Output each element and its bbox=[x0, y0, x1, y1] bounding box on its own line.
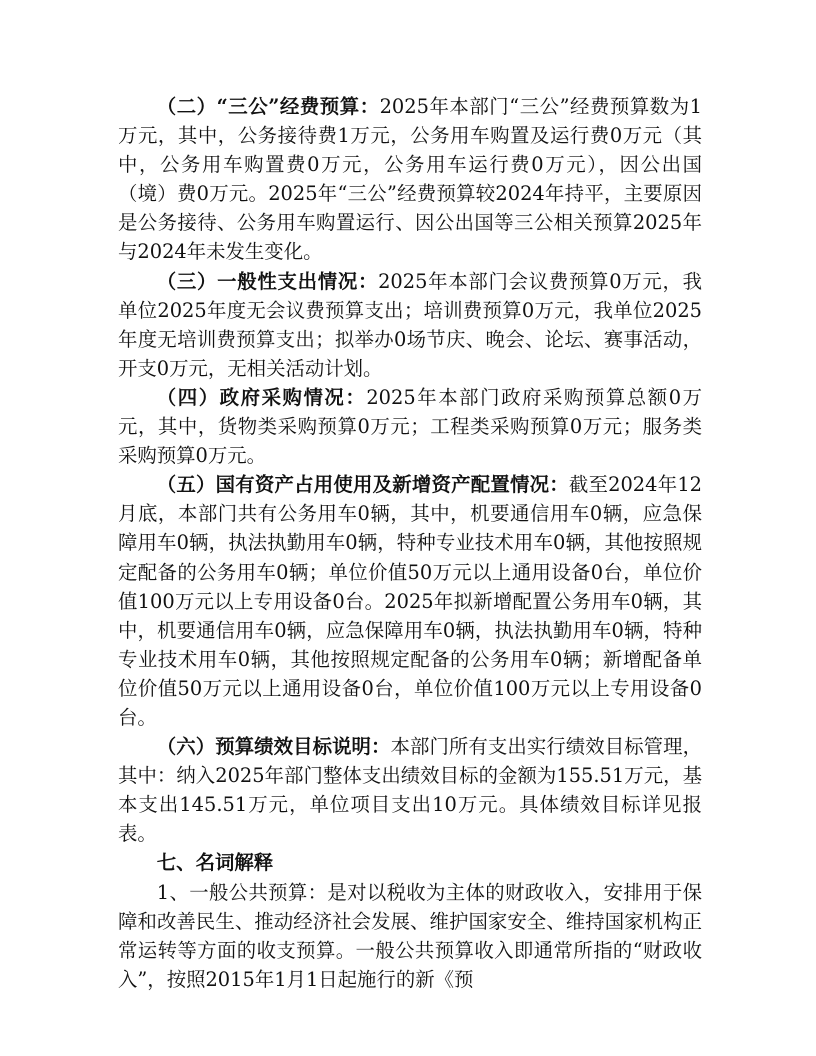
paragraph-general-expenditure bbox=[118, 267, 702, 383]
paragraph-procurement bbox=[118, 383, 702, 470]
paragraph-san-gong-budget bbox=[118, 92, 702, 267]
paragraph-definition-general-budget: 1、一般公共预算：是对以税收为主体的财政收入，安排用于保障和改善民生、推动经济社会发展、维护国家安全、维持国家机构正常运转等方面的收支预算。一般公共预算收入即通常所指的“财政收入”，按照2015年1月1日起施行的新《预 bbox=[118, 880, 702, 991]
paragraph-heading: （三）一般性支出情况： bbox=[156, 269, 379, 293]
document-page bbox=[118, 92, 702, 994]
paragraph-body: 截至2024年12月底，本部门共有公务用车0辆，其中，机要通信用车0辆，应急保障用车0辆，执法执勤用车0辆，特种专业技术用车0辆，其他按照规定配备的公务用车0辆；单位价值50万元以上通用设备0台，单位价值100万元以上专用设备0台。2025年拟新增配置公务用车0辆，其中，机要通信用车0辆，应急保障用车0辆，执法执勤用车0辆，特种专业技术用车0辆，其他按照规定配备的公务用车0辆；新增配备单位价值50万元以上通用设备0台，单位价值100万元以上专用设备0台。 bbox=[118, 473, 702, 729]
paragraph-heading: （二）“三公”经费预算： bbox=[156, 95, 380, 118]
paragraph-heading: （六）预算绩效目标说明： bbox=[156, 735, 391, 759]
paragraph-body: 2025年本部门“三公”经费预算数为1万元，其中，公务接待费1万元，公务用车购置及运行费0万元（其中，公务用车购置费0万元，公务用车运行费0万元），因公出国（境）费0万元。2025年“三公”经费预算较2024年持平，主要原因是公务接待、公务用车购置运行、因公出国等三公相关预算2025年与2024年未发生变化。 bbox=[118, 95, 703, 264]
paragraph-body: 2025年本部门政府采购预算总额0万元，其中，货物类采购预算0万元；工程类采购预算0万元；服务类采购预算0万元。 bbox=[118, 385, 702, 468]
paragraph-state-assets bbox=[118, 470, 702, 732]
paragraph-performance bbox=[118, 732, 702, 848]
paragraph-heading: （四）政府采购情况： bbox=[156, 385, 367, 409]
section-heading: 七、名词解释 bbox=[156, 851, 274, 875]
paragraph-heading: （五）国有资产占用使用及新增资产配置情况： bbox=[156, 473, 569, 497]
paragraph-body: 本部门所有支出实行绩效目标管理，其中：纳入2025年部门整体支出绩效目标的金额为155.51万元，基本支出145.51万元，单位项目支出10万元。具体绩效目标详见报表。 bbox=[118, 735, 703, 846]
paragraph-body: 2025年本部门会议费预算0万元，我单位2025年度无会议费预算支出；培训费预算0万元，我单位2025年度无培训费预算支出；拟举办0场节庆、晚会、论坛、赛事活动，开支0万元，无相关活动计划。 bbox=[118, 269, 702, 380]
